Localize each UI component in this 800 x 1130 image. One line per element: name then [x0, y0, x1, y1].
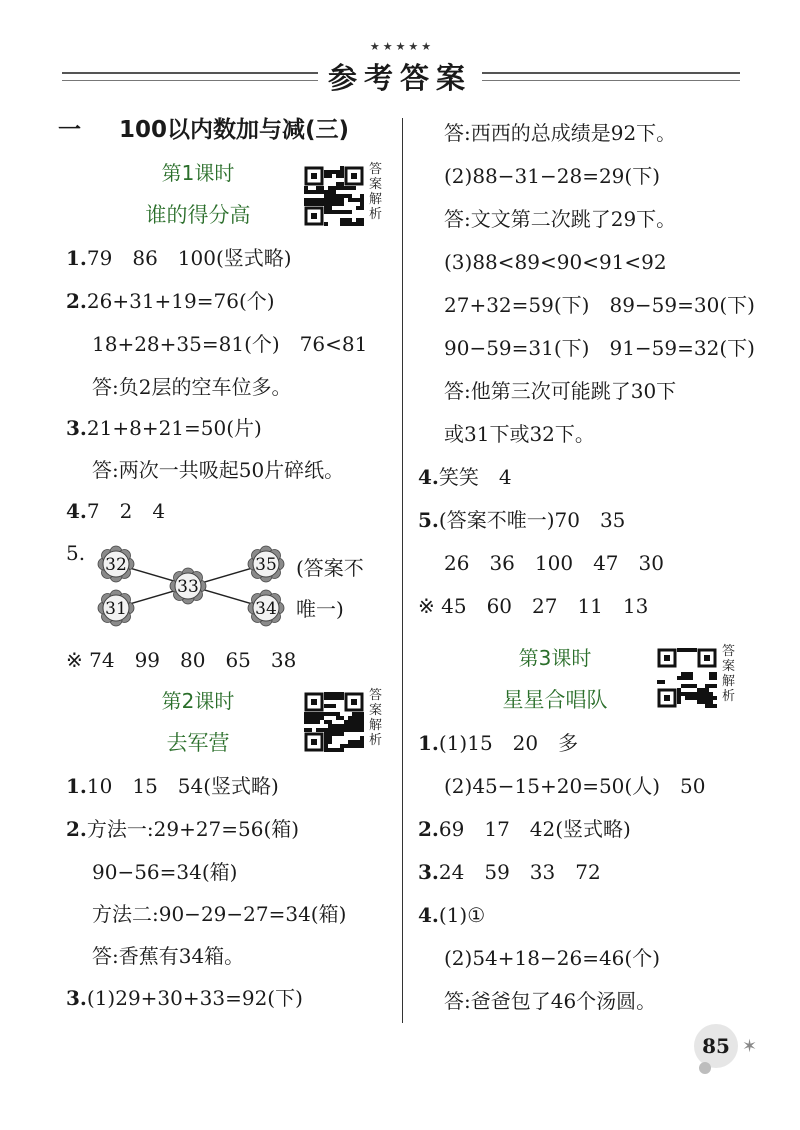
flower-label: 33 — [177, 577, 199, 597]
flower-label: 31 — [105, 599, 127, 619]
r-q4: 4.笑笑 4 — [418, 465, 512, 489]
unit-name: 100以内数加与减(三) — [119, 117, 350, 143]
l1-q4: 4.7 2 4 — [66, 499, 166, 523]
dot-decoration — [699, 1062, 711, 1074]
r-l4: (3)88<89<90<91<92 — [444, 250, 667, 274]
l3-q4-c: 答:爸爸包了46个汤圆。 — [444, 989, 657, 1013]
header-rule-right — [482, 72, 740, 74]
qr-caption-lesson3: 答案解析 — [722, 644, 736, 704]
qr-caption-lesson2: 答案解析 — [369, 688, 383, 748]
l3-q4-b: (2)54+18−26=46(个) — [444, 946, 661, 970]
l2-q2-d: 答:香蕉有34箱。 — [92, 944, 245, 968]
l1-q5-note2: 唯一) — [296, 597, 344, 621]
lesson2-title: 第2课时 — [161, 689, 235, 713]
qr-caption-lesson1: 答案解析 — [369, 162, 383, 222]
r-l6: 90−59=31(下) 91−59=32(下) — [444, 336, 755, 360]
unit-index: 一 — [58, 117, 81, 143]
flower-33 — [170, 568, 206, 604]
qr-code-lesson3[interactable] — [657, 648, 717, 708]
r-l3: 答:文文第二次跳了29下。 — [444, 207, 677, 231]
lesson2-name: 去军营 — [166, 731, 230, 755]
l2-q2-b: 90−56=34(箱) — [92, 860, 238, 884]
l1-q2-c: 答:负2层的空车位多。 — [92, 375, 292, 399]
qr-code-lesson1[interactable] — [304, 166, 364, 226]
flower-35 — [248, 546, 284, 582]
l1-q2-a: 2.26+31+19=76(个) — [66, 289, 275, 313]
l2-q3-a: 3.(1)29+30+33=92(下) — [66, 986, 303, 1010]
column-divider — [402, 118, 403, 1023]
l1-q3-a: 3.21+8+21=50(片) — [66, 416, 262, 440]
lesson3-title: 第3课时 — [518, 646, 592, 670]
page-number: 85 — [694, 1024, 738, 1068]
l3-q3: 3.24 59 33 72 — [418, 860, 601, 884]
header-rule-left-thin — [62, 80, 318, 81]
star-icon: ✶ — [742, 1036, 758, 1057]
unit-title — [58, 113, 349, 147]
l1-q1: 1.79 86 100(竖式略) — [66, 246, 292, 270]
flower-32 — [98, 546, 134, 582]
header-rule-left — [62, 72, 318, 74]
l1-extra: ※ 74 99 80 65 38 — [66, 648, 297, 672]
l3-q1-b: (2)45−15+20=50(人) 50 — [444, 774, 706, 798]
flower-31 — [98, 590, 134, 626]
r-q5-a: 5.(答案不唯一)70 35 — [418, 508, 626, 532]
l1-q5-note1: (答案不 — [296, 556, 364, 580]
flower-diagram — [92, 542, 290, 632]
flower-label: 32 — [105, 555, 127, 575]
lesson3-name: 星星合唱队 — [502, 688, 608, 712]
page-title: 参考答案 — [327, 61, 472, 95]
flower-34 — [248, 590, 284, 626]
lesson1-name: 谁的得分高 — [145, 203, 251, 227]
qr-code-lesson2[interactable] — [304, 692, 364, 752]
r-l5: 27+32=59(下) 89−59=30(下) — [444, 293, 755, 317]
lesson1-title: 第1课时 — [161, 161, 235, 185]
l3-q1-a: 1.(1)15 20 多 — [418, 731, 579, 755]
l1-q3-b: 答:两次一共吸起50片碎纸。 — [92, 458, 345, 482]
l2-q1: 1.10 15 54(竖式略) — [66, 774, 279, 798]
r-l1: 答:西西的总成绩是92下。 — [444, 121, 677, 145]
l1-q2-b: 18+28+35=81(个) 76<81 — [92, 332, 368, 356]
l1-q5-num: 5. — [66, 541, 86, 565]
header-rule-right-thin — [482, 80, 740, 81]
r-extra: ※ 45 60 27 11 13 — [418, 594, 649, 618]
header-stars: ★★★★★ — [369, 40, 435, 53]
l3-q2: 2.69 17 42(竖式略) — [418, 817, 631, 841]
r-l8: 或31下或32下。 — [444, 422, 595, 446]
flower-label: 34 — [255, 599, 277, 619]
l2-q2-a: 2.方法一:29+27=56(箱) — [66, 817, 300, 841]
flower-label: 35 — [255, 555, 277, 575]
r-l7: 答:他第三次可能跳了30下 — [444, 379, 677, 403]
r-q5-b: 26 36 100 47 30 — [444, 551, 664, 575]
l2-q2-c: 方法二:90−29−27=34(箱) — [92, 902, 347, 926]
r-l2: (2)88−31−28=29(下) — [444, 164, 661, 188]
l3-q4-a: 4.(1)① — [418, 903, 486, 927]
